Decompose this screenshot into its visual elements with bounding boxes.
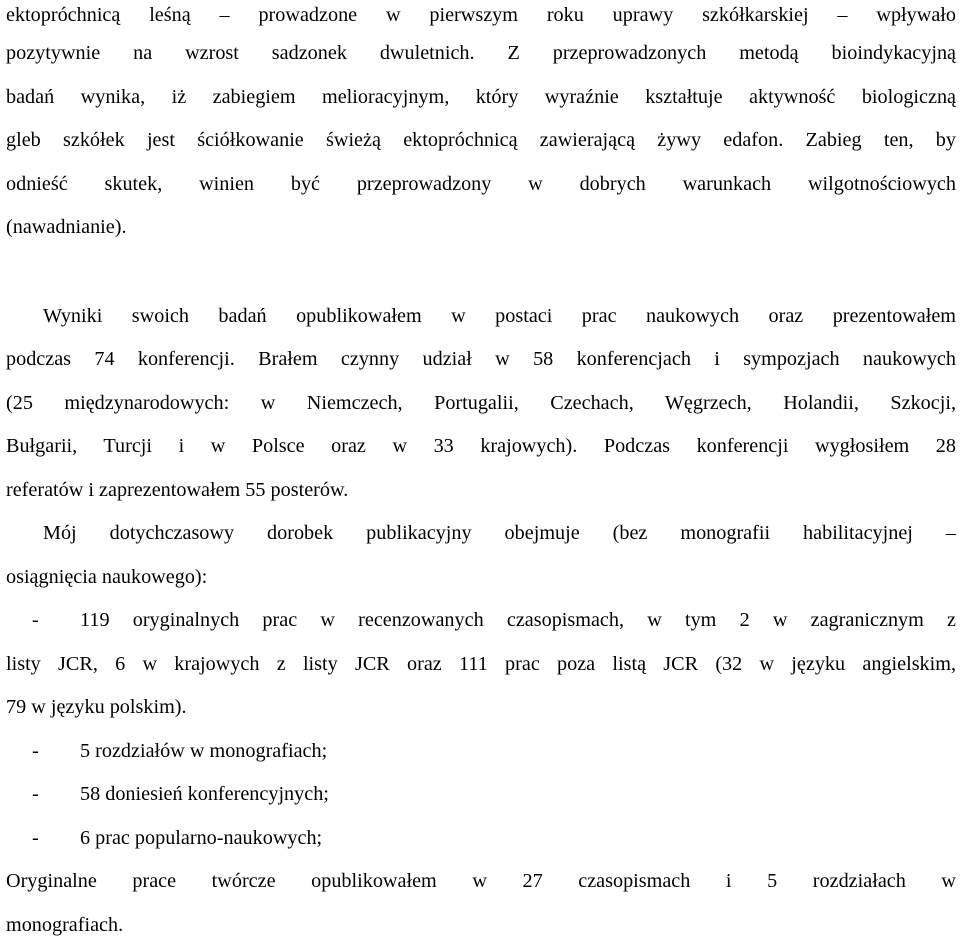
list-item-1-line-3: 79 w języku polskim). bbox=[6, 696, 187, 718]
paragraph-1-line-1: ektopróchnicą leśną – prowadzone w pierwszym roku uprawy szkółkarskiej – wpływało bbox=[6, 4, 956, 26]
list-item-2: 5 rozdziałów w monografiach; bbox=[80, 740, 328, 762]
paragraph-2-line-2: podczas 74 konferencji. Brałem czynny udział w 58 konferencjach i sympozjach naukowych bbox=[6, 348, 956, 370]
paragraph-2-line-5: referatów i zaprezentowałem 55 posterów. bbox=[6, 479, 349, 501]
list-item-1-line-2: listy JCR, 6 w krajowych z listy JCR oraz 111 prac poza listą JCR (32 w języku angielskim, bbox=[6, 653, 956, 675]
paragraph-3-line-2: osiągnięcia naukowego): bbox=[6, 566, 208, 588]
list-bullet-3: - bbox=[32, 783, 39, 805]
list-bullet-4: - bbox=[32, 827, 39, 849]
paragraph-3-line-1: Mój dotychczasowy dorobek publikacyjny obejmuje (bez monografii habilitacyjnej – bbox=[43, 522, 956, 544]
list-item-1-line-1: 119 oryginalnych prac w recenzowanych czasopismach, w tym 2 w zagranicznym z bbox=[80, 609, 956, 631]
list-item-4: 6 prac popularno-naukowych; bbox=[80, 827, 323, 849]
paragraph-2-line-3: (25 międzynarodowych: w Niemczech, Portugalii, Czechach, Węgrzech, Holandii, Szkocji, bbox=[6, 392, 956, 414]
list-bullet-1: - bbox=[32, 609, 39, 631]
list-bullet-2: - bbox=[32, 740, 39, 762]
paragraph-4-line-2: monografiach. bbox=[6, 914, 124, 936]
paragraph-2-line-1: Wyniki swoich badań opublikowałem w postaci prac naukowych oraz prezentowałem bbox=[43, 305, 956, 327]
paragraph-1-line-6: (nawadnianie). bbox=[6, 216, 127, 238]
paragraph-4-line-1: Oryginalne prace twórcze opublikowałem w 27 czasopismach i 5 rozdziałach w bbox=[6, 870, 956, 892]
paragraph-2-line-4: Bułgarii, Turcji i w Polsce oraz w 33 krajowych). Podczas konferencji wygłosiłem 28 bbox=[6, 435, 956, 457]
paragraph-1-line-4: gleb szkółek jest ściółkowanie świeżą ektopróchnicą zawierającą żywy edafon. Zabieg ten, by bbox=[6, 129, 956, 151]
paragraph-1-line-2: pozytywnie na wzrost sadzonek dwuletnich. Z przeprowadzonych metodą bioindykacyjną bbox=[6, 42, 956, 64]
paragraph-1-line-5: odnieść skutek, winien być przeprowadzony w dobrych warunkach wilgotnościowych bbox=[6, 173, 956, 195]
paragraph-1-line-3: badań wynika, iż zabiegiem melioracyjnym, który wyraźnie kształtuje aktywność biologiczną bbox=[6, 86, 956, 108]
list-item-3: 58 doniesień konferencyjnych; bbox=[80, 783, 329, 805]
